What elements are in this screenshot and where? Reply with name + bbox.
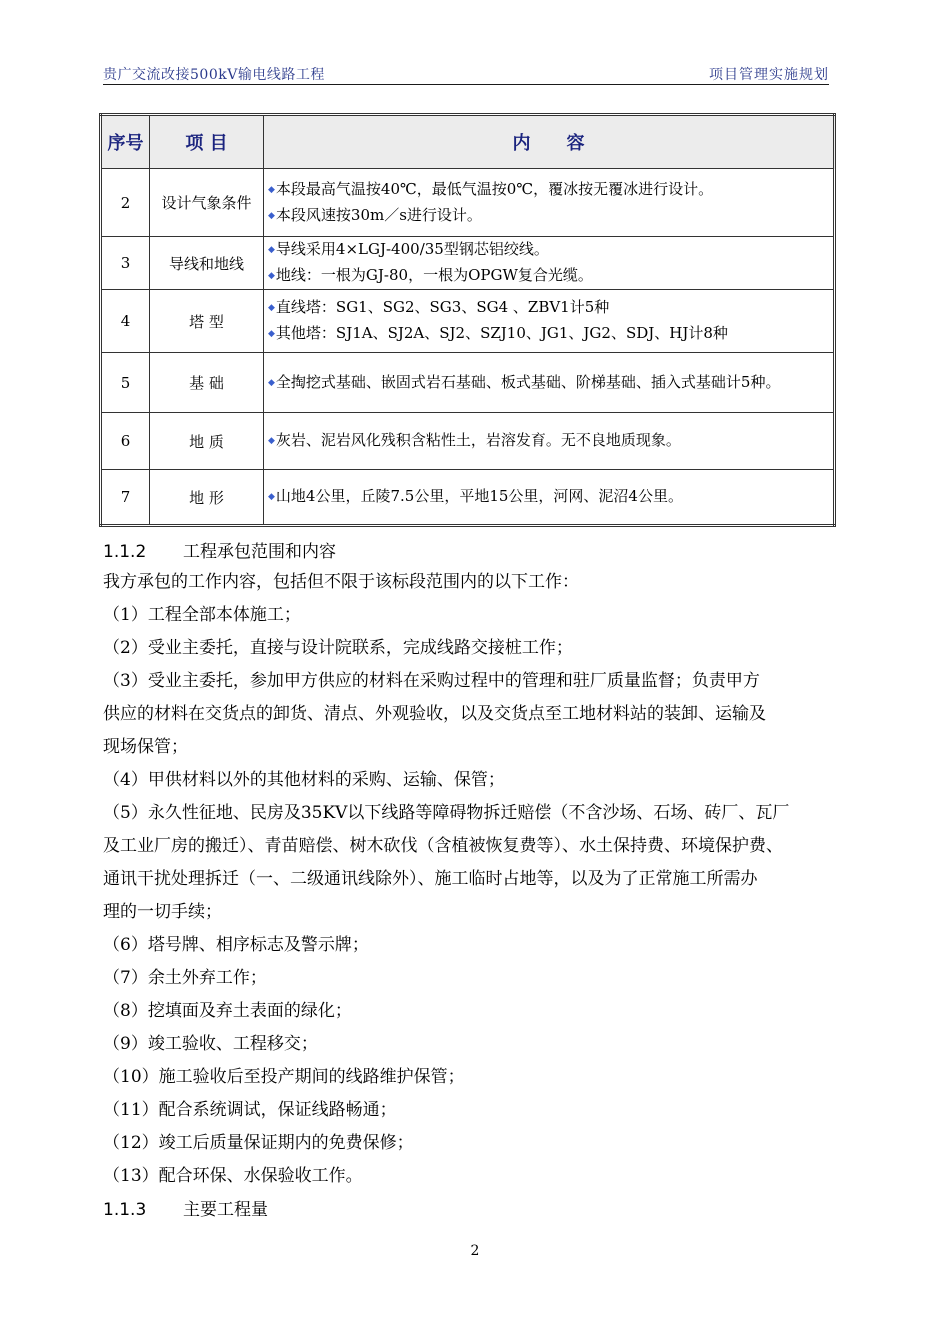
- diamond-bullet-icon: ◆: [268, 303, 275, 313]
- row-number: 5: [101, 353, 150, 413]
- header-content: 内 容: [264, 115, 835, 169]
- header-item: 项 目: [150, 115, 264, 169]
- content-line: 其他塔：SJ1A、SJ2A、SJ2、SZJ10、JG1、JG2、SDJ、HJ计8种: [275, 324, 728, 342]
- list-item: （4）甲供材料以外的其他材料的采购、运输、保管；: [103, 770, 505, 790]
- table-row: [101, 237, 835, 290]
- row-item: 导线和地线: [150, 237, 264, 290]
- diamond-bullet-icon: ◆: [268, 271, 275, 281]
- row-item: 地 质: [150, 413, 264, 470]
- page-number: 2: [470, 1243, 480, 1259]
- list-item: （12）竣工后质量保证期内的免费保修；: [103, 1133, 414, 1153]
- diamond-bullet-icon: ◆: [268, 245, 275, 255]
- row-number: 3: [101, 237, 150, 290]
- content-line: 地线：一根为GJ-80，一根为OPGW复合光缆。: [275, 266, 593, 284]
- section-title: 工程承包范围和内容: [183, 542, 336, 562]
- content-line: 山地4公里，丘陵7.5公里，平地15公里，河网、泥沼4公里。: [275, 487, 683, 505]
- diamond-bullet-icon: ◆: [268, 377, 275, 388]
- row-item: 基 础: [150, 353, 264, 413]
- row-number: 7: [101, 470, 150, 526]
- row-item: 塔 型: [150, 290, 264, 353]
- row-item: 地 形: [150, 470, 264, 526]
- list-item: （1）工程全部本体施工；: [103, 605, 301, 625]
- row-content: [264, 290, 835, 353]
- row-item: 设计气象条件: [150, 169, 264, 237]
- diamond-bullet-icon: ◆: [268, 184, 275, 195]
- list-item-cont: 供应的材料在交货点的卸货、清点、外观验收，以及交货点至工地材料站的装卸、运输及: [103, 704, 766, 724]
- project-info-table: [99, 113, 836, 527]
- list-item: （2）受业主委托，直接与设计院联系，完成线路交接桩工作；: [103, 638, 573, 658]
- list-item: （9）竣工验收、工程移交；: [103, 1034, 318, 1054]
- section-heading-1-1-2: [103, 537, 336, 562]
- diamond-bullet-icon: ◆: [268, 329, 275, 339]
- scope-list: [103, 566, 831, 1193]
- list-item: （3）受业主委托，参加甲方供应的材料在采购过程中的管理和驻厂质量监督；负责甲方: [103, 671, 760, 691]
- intro-text: 我方承包的工作内容，包括但不限于该标段范围内的以下工作：: [103, 572, 579, 592]
- list-item: （11）配合系统调试，保证线路畅通；: [103, 1100, 397, 1120]
- content-line: 本段最高气温按40℃，最低气温按0℃，覆冰按无覆冰进行设计。: [275, 179, 714, 198]
- table-header-row: [101, 115, 835, 169]
- row-content: [264, 470, 835, 526]
- list-item: （13）配合环保、水保验收工作。: [103, 1166, 363, 1186]
- list-item: （7）余土外弃工作；: [103, 968, 267, 988]
- content-line: 灰岩、泥岩风化残积含粘性土，岩溶发育。无不良地质现象。: [275, 431, 681, 449]
- list-item: （8）挖填面及弃土表面的绿化；: [103, 1001, 352, 1021]
- list-item-cont: 理的一切手续；: [103, 902, 222, 922]
- list-item: （6）塔号牌、相序标志及警示牌；: [103, 935, 369, 955]
- header-project-title: 贵广交流改接500kV输电线路工程: [103, 67, 325, 83]
- diamond-bullet-icon: ◆: [268, 492, 275, 502]
- list-item-cont: 及工业厂房的搬迁）、青苗赔偿、树木砍伐（含植被恢复费等）、水土保持费、环境保护费、: [103, 836, 783, 856]
- content-line: 本段风速按30m／s进行设计。: [275, 205, 482, 224]
- row-content: [264, 169, 835, 237]
- row-number: 2: [101, 169, 150, 237]
- section-heading-1-1-3: [103, 1195, 268, 1220]
- list-item-cont: 现场保管；: [103, 737, 188, 757]
- list-item: （10）施工验收后至投产期间的线路维护保管；: [103, 1067, 465, 1087]
- content-line: 直线塔：SG1、SG2、SG3、SG4 、ZBV1计5种: [275, 298, 610, 316]
- table-row: [101, 470, 835, 526]
- diamond-bullet-icon: ◆: [268, 436, 275, 446]
- table-row: [101, 290, 835, 353]
- header-document-title: 项目管理实施规划: [709, 67, 829, 83]
- section-title: 主要工程量: [183, 1200, 268, 1220]
- row-number: 4: [101, 290, 150, 353]
- list-item-cont: 通讯干扰处理拆迁（一、二级通讯线除外）、施工临时占地等，以及为了正常施工所需办: [103, 869, 758, 889]
- row-content: [264, 413, 835, 470]
- table-row: [101, 413, 835, 470]
- section-number: 1.1.3: [103, 1200, 147, 1220]
- row-number: 6: [101, 413, 150, 470]
- header-seq: 序号: [101, 115, 150, 169]
- row-content: [264, 237, 835, 290]
- content-line: 全掏挖式基础、嵌固式岩石基础、板式基础、阶梯基础、插入式基础计5种。: [275, 372, 781, 391]
- row-content: [264, 353, 835, 413]
- list-item: （5）永久性征地、民房及35KV以下线路等障碍物拆迁赔偿（不含沙场、石场、砖厂、瓦厂: [103, 803, 790, 823]
- page-header: [103, 62, 829, 85]
- diamond-bullet-icon: ◆: [268, 210, 275, 221]
- table-row: [101, 353, 835, 413]
- table-row: [101, 169, 835, 237]
- content-line: 导线采用4×LGJ-400/35型钢芯铝绞线。: [275, 240, 549, 258]
- section-number: 1.1.2: [103, 542, 147, 562]
